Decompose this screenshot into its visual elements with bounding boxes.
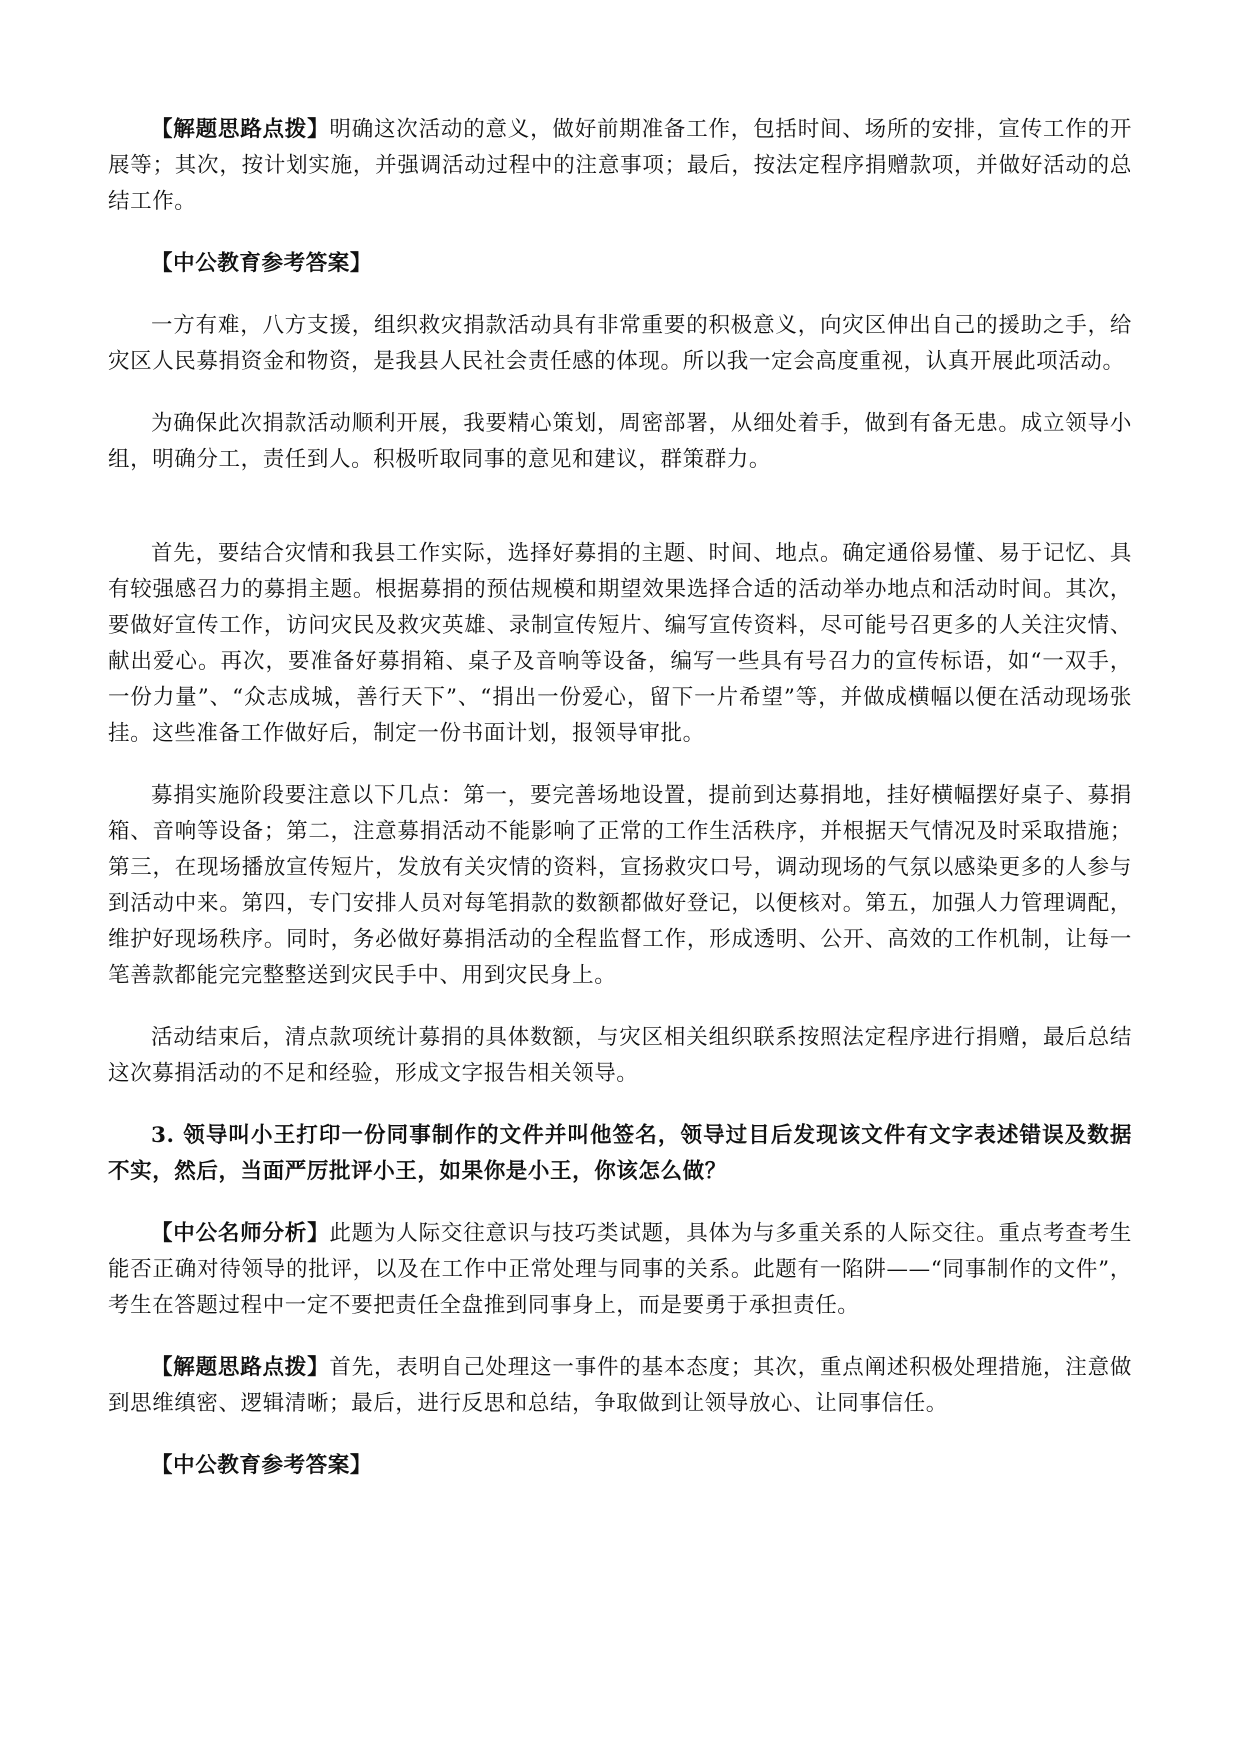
answer-paragraph-implementation: 募捐实施阶段要注意以下几点：第一，要完善场地设置，提前到达募捐地，挂好横幅摆好桌子、募捐箱、音响等设备；第二，注意募捐活动不能影响了正常的工作生活秩序，并根据天气情况及时采取措施；第三，在现场播放宣传短片，发放有关灾情的资料，宣扬救灾口号，调动现场的气氛以感染更多的人参与到活动中来。第四，专门安排人员对每笔捐款的数额都做好登记，以便核对。第五，加强人力管理调配，维护好现场秩序。同时，务必做好募捐活动的全程监督工作，形成透明、公开、高效的工作机制，让每一笔善款都能完完整整送到灾民手中、用到灾民身上。 — [108, 783, 1132, 988]
solution-tip-label-q3: 【解题思路点拨】 — [151, 1355, 330, 1380]
solution-tip-text: 明确这次活动的意义，做好前期准备工作，包括时间、场所的安排，宣传工作的开展等；其次，按计划实施，并强调活动过程中的注意事项；最后，按法定程序捐赠款项，并做好活动的总结工作。 — [108, 117, 1132, 214]
teacher-analysis-paragraph — [108, 1216, 1132, 1324]
question-3: 3. 领导叫小王打印一份同事制作的文件并叫他签名，领导过目后发现该文件有文字表述错误及数据不实，然后，当面严厉批评小王，如果你是小王，你该怎么做？ — [108, 1123, 1132, 1184]
reference-answer-heading: 【中公教育参考答案】 — [151, 251, 373, 276]
solution-tip-label: 【解题思路点拨】 — [151, 117, 330, 142]
answer-paragraph-planning: 为确保此次捐款活动顺利开展，我要精心策划，周密部署，从细处着手，做到有备无患。成立领导小组，明确分工，责任到人。积极听取同事的意见和建议，群策群力。 — [108, 411, 1132, 472]
reference-answer-heading-q3: 【中公教育参考答案】 — [151, 1453, 373, 1478]
answer-paragraph-preparation: 首先，要结合灾情和我县工作实际，选择好募捐的主题、时间、地点。确定通俗易懂、易于记忆、具有较强感召力的募捐主题。根据募捐的预估规模和期望效果选择合适的活动举办地点和活动时间。其次，要做好宣传工作，访问灾民及救灾英雄、录制宣传短片、编写宣传资料，尽可能号召更多的人关注灾情、献出爱心。再次，要准备好募捐箱、桌子及音响等设备，编写一些具有号召力的宣传标语，如“一双手，一份力量”、“众志成城，善行天下”、“捐出一份爱心，留下一片希望”等，并做成横幅以便在活动现场张挂。这些准备工作做好后，制定一份书面计划，报领导审批。 — [108, 541, 1132, 746]
solution-tip-text-q3: 首先，表明自己处理这一事件的基本态度；其次，重点阐述积极处理措施，注意做到思维缜密、逻辑清晰；最后，进行反思和总结，争取做到让领导放心、让同事信任。 — [108, 1355, 1132, 1416]
teacher-analysis-label: 【中公名师分析】 — [151, 1221, 330, 1246]
answer-paragraph-intro: 一方有难，八方支援，组织救灾捐款活动具有非常重要的积极意义，向灾区伸出自己的援助之手，给灾区人民募捐资金和物资，是我县人民社会责任感的体现。所以我一定会高度重视，认真开展此项活动。 — [108, 313, 1132, 374]
document-body — [108, 112, 1132, 1510]
solution-tip-paragraph-q3 — [108, 1350, 1132, 1422]
teacher-analysis-text: 此题为人际交往意识与技巧类试题，具体为与多重关系的人际交往。重点考查考生能否正确对待领导的批评，以及在工作中正常处理与同事的关系。此题有一陷阱——“同事制作的文件”，考生在答题过程中一定不要把责任全盘推到同事身上，而是要勇于承担责任。 — [108, 1221, 1132, 1318]
solution-tip-paragraph — [108, 112, 1132, 220]
answer-paragraph-conclusion: 活动结束后，清点款项统计募捐的具体数额，与灾区相关组织联系按照法定程序进行捐赠，最后总结这次募捐活动的不足和经验，形成文字报告相关领导。 — [108, 1025, 1132, 1086]
